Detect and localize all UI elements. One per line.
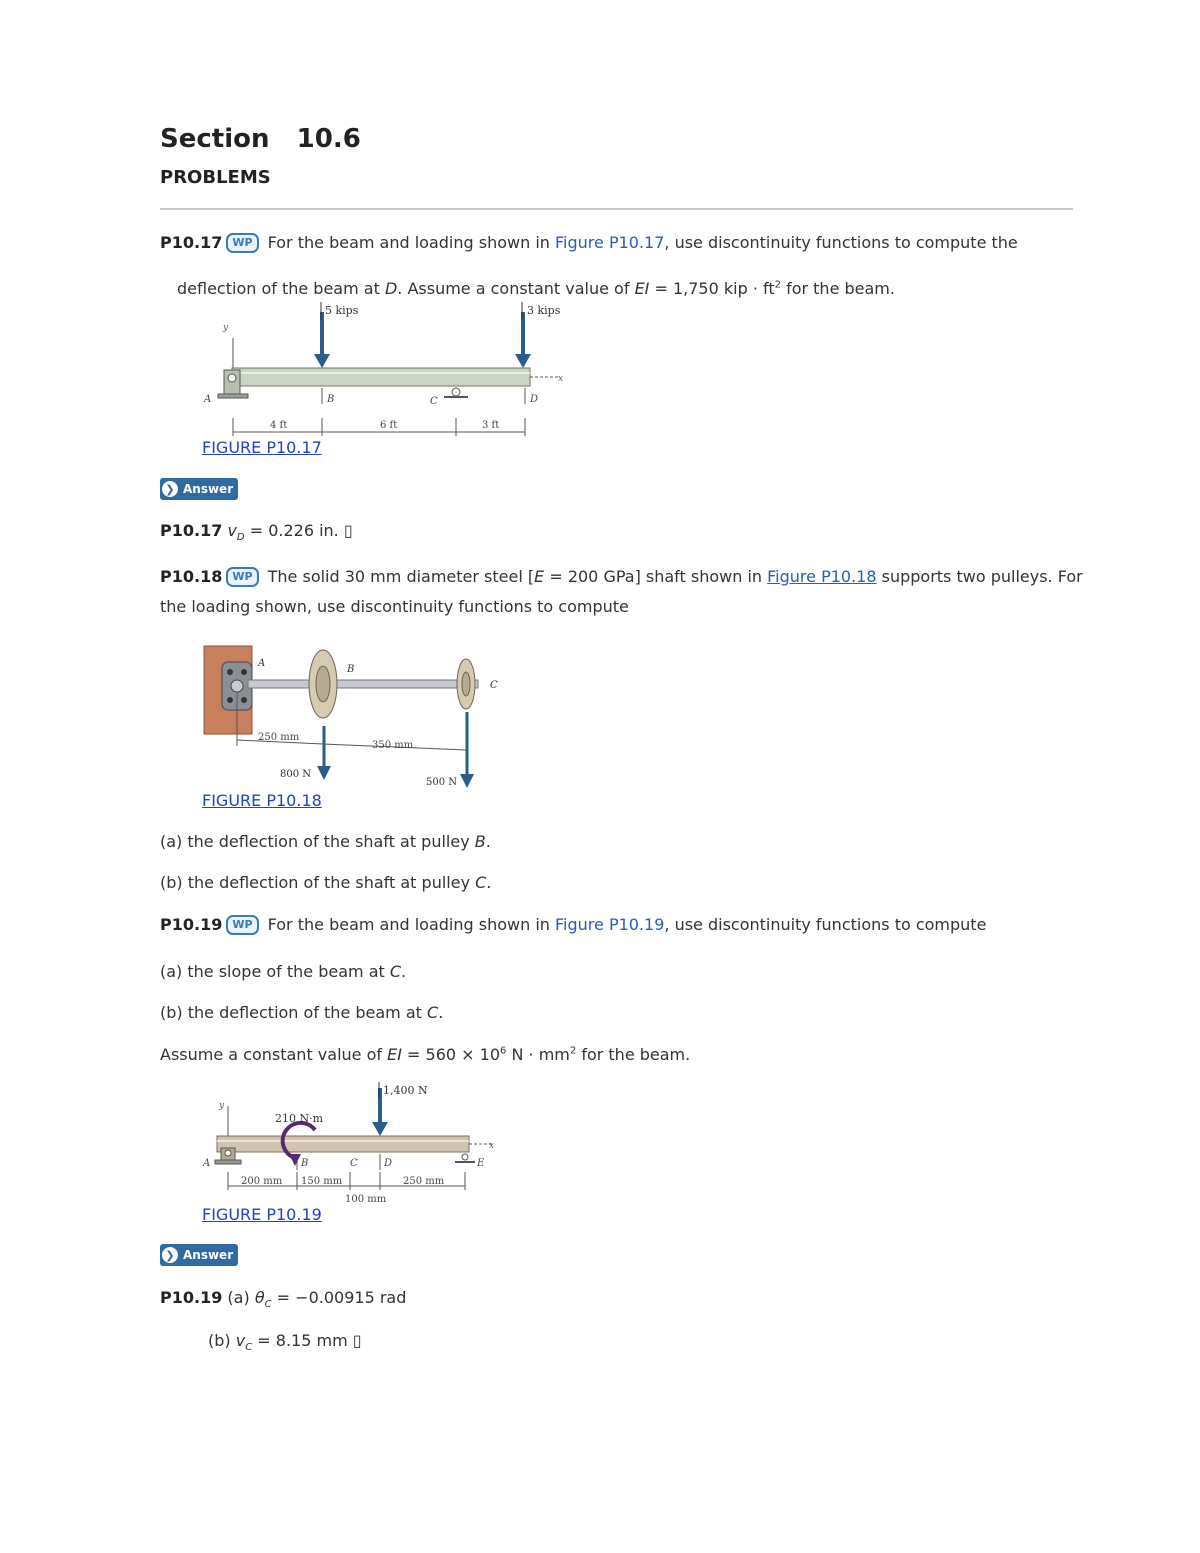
problem-number: P10.19 <box>160 915 223 934</box>
svg-text:x: x <box>489 1141 495 1151</box>
answer-text-p10-17: P10.17 $v_D = 0.226$ in. ▯ <box>160 521 353 544</box>
support-e <box>462 1154 468 1160</box>
svg-text:150 mm: 150 mm <box>301 1176 343 1187</box>
svg-text:350 mm: 350 mm <box>372 740 414 751</box>
svg-text:500 N: 500 N <box>426 777 458 788</box>
figure-caption-p10-18[interactable]: FIGURE P10.18 <box>202 791 322 810</box>
svg-text:B: B <box>301 1158 309 1169</box>
p10-19-part-b: (b) the deflection of the beam at C. <box>160 1003 444 1022</box>
svg-text:B: B <box>327 394 335 405</box>
p10-18-part-b: (b) the deflection of the shaft at pulley C. <box>160 873 492 892</box>
svg-text:250 mm: 250 mm <box>403 1176 445 1187</box>
problem-p10-17-line1: P10.17 WP For the beam and loading shown in Figure P10.17, use discontinuity functions to compute the <box>160 233 1018 252</box>
answer-text-p10-19-b: (b) $v_C = 8.15$ mm ▯ <box>208 1331 362 1354</box>
svg-text:200 mm: 200 mm <box>241 1176 283 1187</box>
svg-text:250 mm: 250 mm <box>258 732 300 743</box>
svg-text:C: C <box>350 1158 358 1169</box>
p10-19-assume: Assume a constant value of EI = $560 \times 10^6$ $N \cdot mm^2$ for the beam. <box>160 1045 691 1064</box>
problem-p10-18-line2: the loading shown, use discontinuity functions to compute <box>160 597 629 616</box>
answer-button-p10-17[interactable]: ❯ Answer <box>160 478 238 500</box>
svg-text:4 ft: 4 ft <box>270 420 288 431</box>
problem-number: P10.18 <box>160 567 223 586</box>
svg-text:D: D <box>530 394 539 405</box>
divider <box>160 208 1073 210</box>
wp-badge[interactable]: WP <box>226 567 258 587</box>
problem-p10-19-line1: P10.19 WP For the beam and loading shown in Figure P10.19, use discontinuity functions to compute <box>160 915 987 934</box>
beam <box>232 368 530 386</box>
figure-link-p10-17[interactable]: Figure P10.17 <box>555 233 665 252</box>
wp-badge[interactable]: WP <box>226 915 258 935</box>
chevron-right-icon: ❯ <box>162 1247 178 1263</box>
figure-p10-19 <box>195 1078 515 1208</box>
svg-text:100 mm: 100 mm <box>345 1194 387 1205</box>
load-label: 1,400 N <box>383 1084 428 1097</box>
svg-text:A: A <box>204 394 212 405</box>
svg-text:D: D <box>384 1158 393 1169</box>
problem-p10-17-line2: deflection of the beam at D. Assume a constant value of EI = 1,750 kip · $ft^2$ for the beam. <box>177 279 895 298</box>
label-y: y <box>223 323 229 333</box>
svg-text:B: B <box>347 664 355 675</box>
svg-text:E: E <box>477 1158 485 1169</box>
beam <box>217 1136 469 1152</box>
svg-text:6 ft: 6 ft <box>380 420 398 431</box>
problem-p10-18-line1: P10.18 WP The solid 30 mm diameter steel [E = 200 GPa] shaft shown in Figure P10.18 supports two pulleys. For <box>160 567 1083 586</box>
figure-link-p10-18[interactable]: Figure P10.18 <box>767 567 877 586</box>
svg-text:y: y <box>219 1101 225 1111</box>
chevron-right-icon: ❯ <box>162 481 178 497</box>
wp-badge[interactable]: WP <box>226 233 258 253</box>
svg-text:A: A <box>258 658 266 669</box>
figure-caption-p10-17[interactable]: FIGURE P10.17 <box>202 438 322 457</box>
svg-text:800 N: 800 N <box>280 769 312 780</box>
section-subtitle: PROBLEMS <box>160 167 271 188</box>
figure-link-p10-19[interactable]: Figure P10.19 <box>555 915 665 934</box>
shaft <box>248 680 478 688</box>
moment-label: 210 N·m <box>275 1112 324 1125</box>
p10-18-part-a: (a) the deflection of the shaft at pulley B. <box>160 832 491 851</box>
p10-19-part-a: (a) the slope of the beam at C. <box>160 962 407 981</box>
svg-text:x: x <box>558 374 564 384</box>
figure-p10-17 <box>190 298 590 440</box>
section-title: Section 10.6 <box>160 124 361 154</box>
svg-text:C: C <box>490 680 498 691</box>
load-label-1: 5 kips <box>325 304 359 317</box>
svg-text:3 ft: 3 ft <box>482 420 500 431</box>
load-label-2: 3 kips <box>527 304 561 317</box>
answer-text-p10-19-a: P10.19 (a) $\theta_C = -0.00915$ rad <box>160 1288 407 1311</box>
problem-number: P10.17 <box>160 233 223 252</box>
figure-p10-18 <box>200 640 520 800</box>
support-c <box>452 388 460 396</box>
figure-caption-p10-19[interactable]: FIGURE P10.19 <box>202 1205 322 1224</box>
answer-button-p10-19[interactable]: ❯ Answer <box>160 1244 238 1266</box>
svg-text:C: C <box>430 396 438 407</box>
svg-text:A: A <box>203 1158 211 1169</box>
